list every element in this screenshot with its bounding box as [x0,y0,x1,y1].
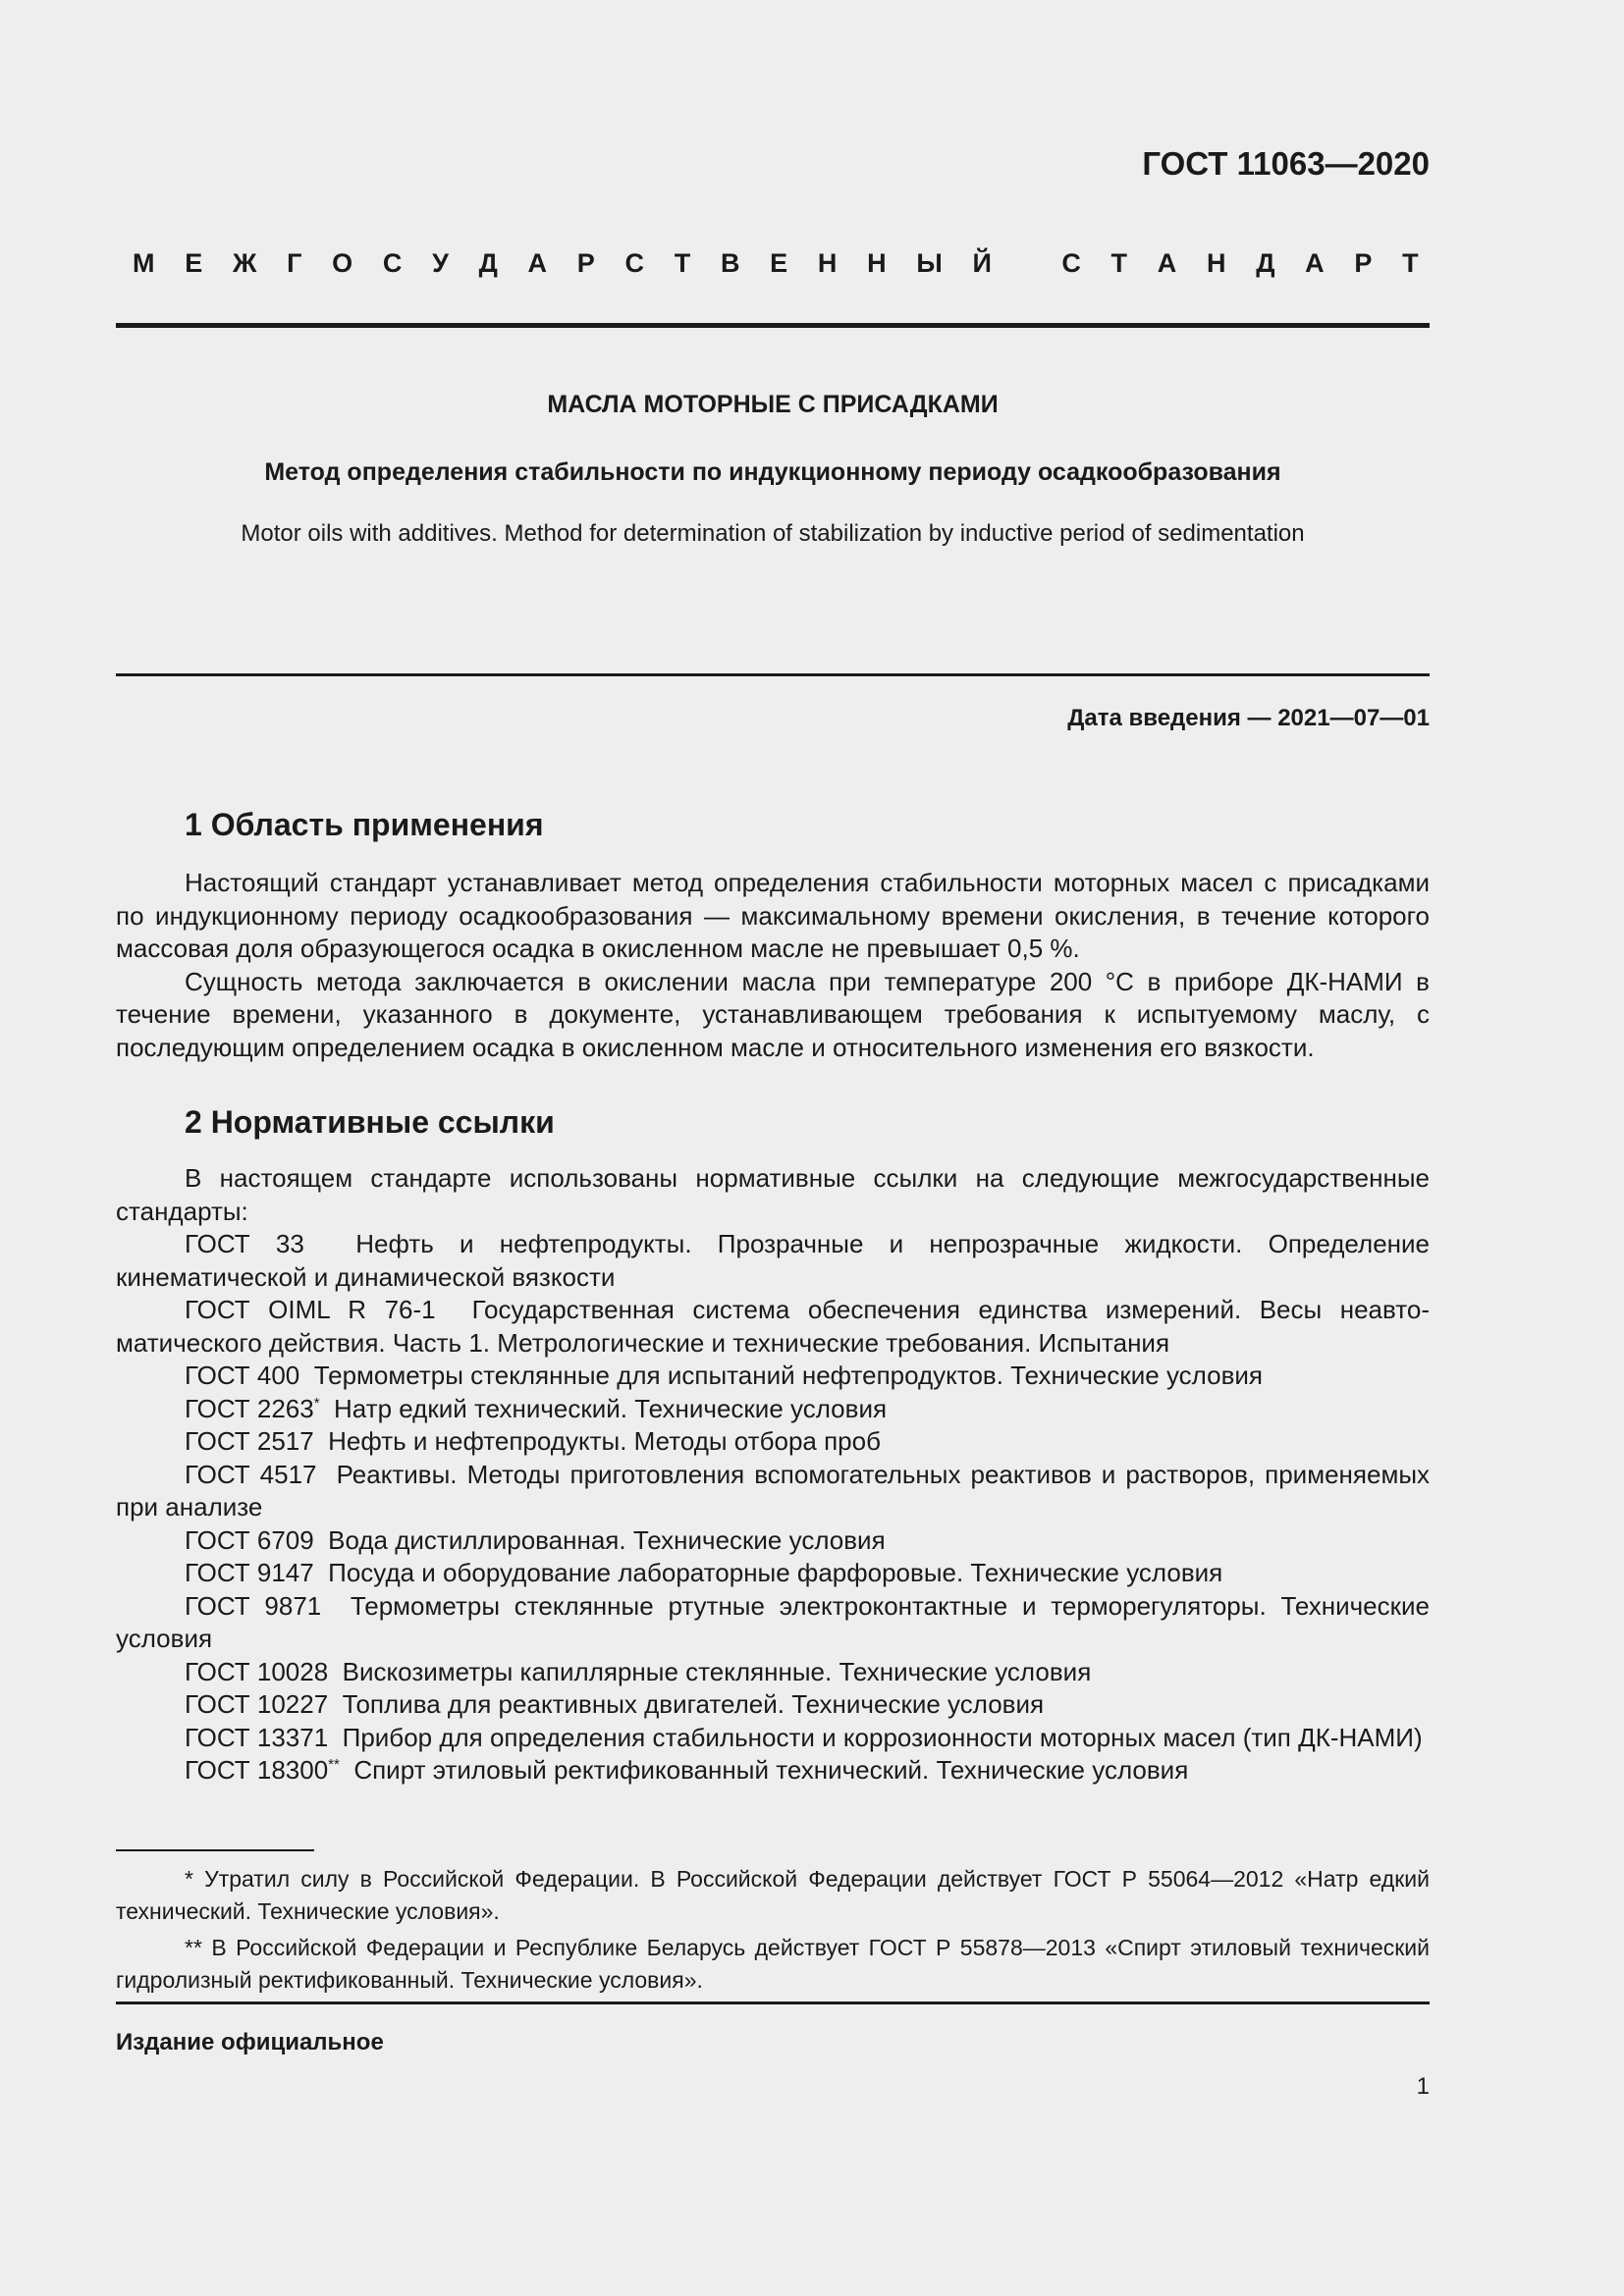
banner-letter: А [1157,248,1177,278]
reference-item [116,1557,1430,1590]
reference-title: Термометры стеклянные для испытаний нефтепродуктов. Технические условия [313,1361,1263,1390]
reference-code: ГОСТ 10227 [185,1689,329,1719]
banner-letter: С [382,248,403,278]
reference-title: Топлива для реактивных двигателей. Технические условия [342,1689,1045,1719]
reference-code: ГОСТ 10028 [185,1656,329,1686]
title-rule [116,673,1430,676]
reference-code: ГОСТ 6709 [185,1524,314,1555]
reference-item [116,1590,1430,1656]
footnote: ** В Российской Федерации и Республике Беларусь действует ГОСТ Р 55878—2013 «Спирт этиловый технический гидролизный ректификованный. Технические условия». [116,1935,1430,1993]
header-rule [116,323,1430,328]
footnote-marker: ** [328,1756,340,1773]
reference-code: ГОСТ OIML R 76-1 [185,1295,436,1324]
reference-title: Натр едкий технический. Технические условия [334,1393,888,1423]
reference-code: ГОСТ 9147 [185,1558,314,1587]
banner-letter: Е [770,248,788,278]
banner-letter: У [432,248,449,278]
page-number: 1 [1416,2073,1430,2100]
reference-item [116,1754,1430,1788]
banner-letter: Н [817,248,838,278]
banner-letter: О [332,248,353,278]
edition-label: Издание официальное [116,2029,384,2056]
document-title-english: Motor oils with additives. Method for determination of stabilization by inductive period of sedimentation [241,520,1305,547]
footnotes [116,1863,1430,2001]
banner-letter: М [133,248,155,278]
reference-item [116,1294,1430,1360]
section-1-paragraph: Настоящий стандарт устанавливает метод определения стабильности моторных масел с присадками по индукционному периоду осадкообразования — максимальному времени окисления, в течение которого массовая доля образующегося осадка в окисленном масле не превышает 0,5 %. [116,868,1430,963]
banner-gap [1022,248,1032,279]
reference-title: Посуда и оборудование лабораторные фарфоровые. Технические условия [328,1558,1223,1587]
section-1-heading: 1 Область применения [185,807,544,842]
banner-letter: Д [1256,248,1275,278]
banner-letter: А [527,248,548,278]
document-number: ГОСТ 11063—2020 [1142,145,1430,182]
reference-item [116,1459,1430,1524]
banner-letter: Т [1402,248,1419,278]
banner-letter: С [1061,248,1081,278]
banner-letter: Е [185,248,203,278]
footer-rule [116,2002,1430,2004]
banner-letter: Т [1110,248,1128,278]
reference-item [116,1688,1430,1722]
reference-code: ГОСТ 2517 [185,1426,314,1456]
footnote-marker: * [313,1394,320,1412]
section-1-body [116,867,1430,1064]
reference-item [116,1722,1430,1755]
reference-title: Вискозиметры капиллярные стеклянные. Технические условия [342,1656,1092,1686]
banner-letter: Н [1206,248,1226,278]
banner-letter: Ы [916,248,943,278]
banner-letter: А [1305,248,1325,278]
banner-letter: Р [576,248,595,278]
reference-item [116,1360,1430,1393]
banner-letter: Р [1354,248,1373,278]
banner-letter: Й [972,248,992,278]
reference-code: ГОСТ 33 [185,1229,304,1258]
reference-code: ГОСТ 18300 [185,1755,329,1785]
reference-title: Вода дистиллированная. Технические условия [328,1524,886,1555]
banner-letter: С [624,248,644,278]
reference-title: Государственная система обеспечения единства измерений. Весы неавтоматического действия. Часть 1. Метрологические и технические требования. Испытания [116,1295,1430,1358]
section-1-paragraph: Сущность метода заключается в окислении масла при температуре 200 °С в приборе ДК-НАМИ в течение времени, указанного в документе, устанавливающем требования к испытуемому маслу, с последующим определением осадка в окисленном масле и относительного изменения его вязкости. [116,966,1430,1062]
reference-item [116,1393,1430,1426]
banner-letter: В [720,248,740,278]
reference-item [116,1425,1430,1459]
section-2-intro: В настоящем стандарте использованы нормативные ссылки на следующие межгосударственные стандарты: [116,1163,1430,1226]
reference-item [116,1524,1430,1558]
reference-item [116,1228,1430,1294]
introduction-date: Дата введения — 2021—07—01 [1067,705,1430,731]
reference-code: ГОСТ 400 [185,1361,300,1390]
interstate-standard-banner [133,248,1419,279]
reference-code: ГОСТ 4517 [185,1459,317,1489]
reference-item [116,1656,1430,1689]
reference-code: ГОСТ 2263 [185,1393,314,1423]
banner-letter: Т [674,248,691,278]
banner-letter: Н [867,248,887,278]
document-subtitle: Метод определения стабильности по индукционному периоду осадкообразования [264,458,1281,486]
reference-code: ГОСТ 9871 [185,1590,322,1621]
reference-title: Реактивы. Методы приготовления вспомогательных реактивов и растворов, применяемых при анализе [116,1459,1431,1522]
reference-code: ГОСТ 13371 [185,1722,329,1752]
reference-title: Спирт этиловый ректификованный технический. Технические условия [353,1755,1189,1785]
reference-title: Нефть и нефтепродукты. Прозрачные и непрозрачные жидкости. Определение кинематической и динамической вязкости [116,1229,1430,1292]
reference-title: Термометры стеклянные ртутные электроконтактные и терморегуляторы. Технические условия [116,1590,1431,1653]
banner-letter: Д [478,248,498,278]
footnote: * Утратил силу в Российской Федерации. В Российской Федерации действует ГОСТ Р 55064—2012 «Натр едкий технический. Технические условия». [116,1866,1430,1924]
reference-title: Прибор для определения стабильности и коррозионности моторных масел (тип ДК-НАМИ) [342,1722,1423,1752]
banner-letter: Г [287,248,302,278]
section-2-heading: 2 Нормативные ссылки [185,1104,555,1140]
banner-letter: Ж [232,248,257,278]
footnote-rule [116,1849,314,1851]
section-2-body [116,1162,1430,1788]
document-title: МАСЛА МОТОРНЫЕ С ПРИСАДКАМИ [547,391,999,418]
reference-title: Нефть и нефтепродукты. Методы отбора проб [328,1426,881,1456]
